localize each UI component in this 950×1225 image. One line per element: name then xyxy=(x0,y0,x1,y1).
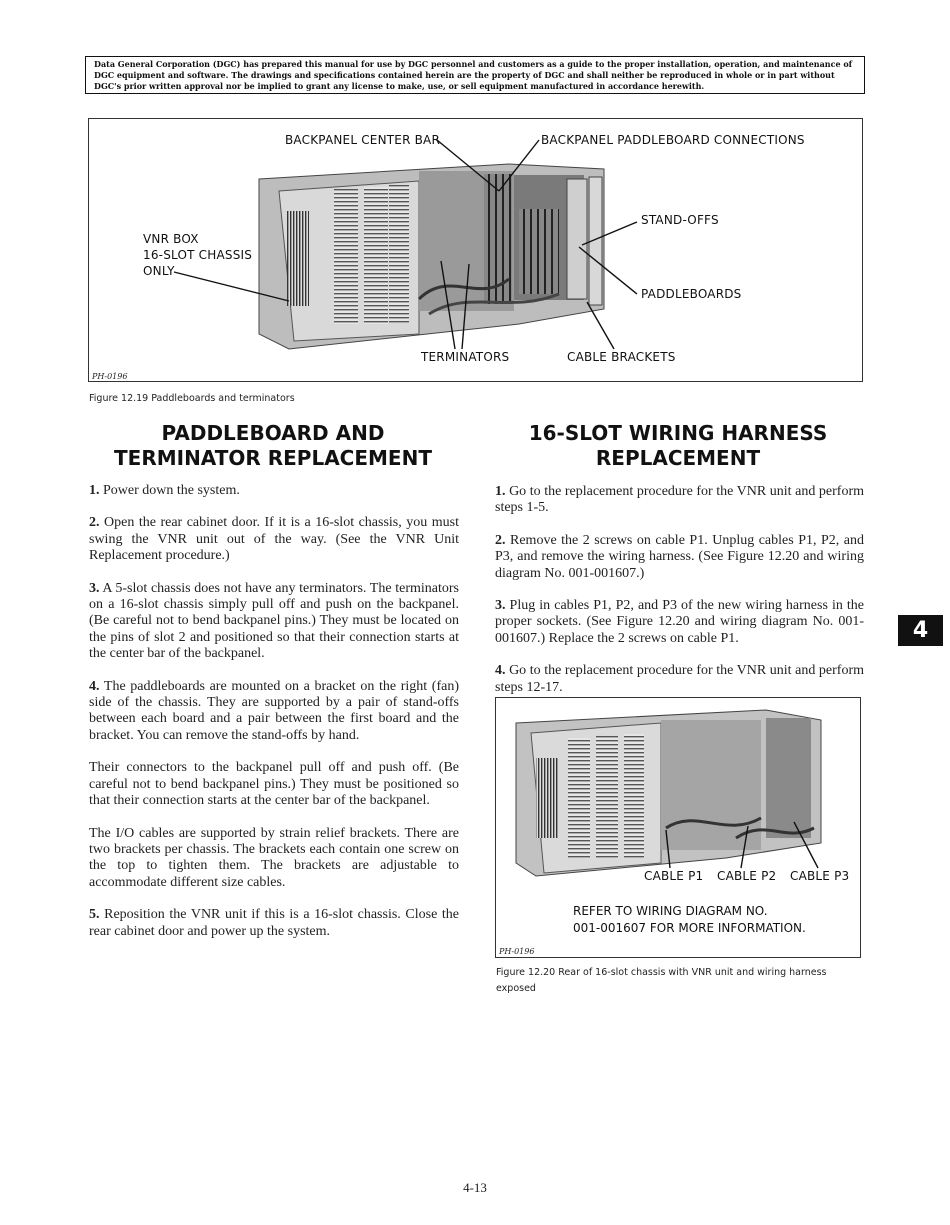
left-step-3 xyxy=(89,581,459,663)
figure-12-20-caption xyxy=(496,965,862,997)
label-terminators: TERMINATORS xyxy=(421,350,510,364)
step-number: 2. xyxy=(495,532,506,548)
step-text: Plug in cables P1, P2, and P3 of the new wiring harness in the proper sockets. (See Figure 12.20 and wiring diagram No. 001-001607.) Replace the 2 screws on cable P1. xyxy=(495,598,864,646)
label-cable-brackets: CABLE BRACKETS xyxy=(567,350,676,364)
step-number: 4. xyxy=(89,678,100,694)
step-number: 2. xyxy=(89,515,100,531)
label-backpanel-center-bar: BACKPANEL CENTER BAR xyxy=(285,133,440,147)
left-heading-line2: TERMINATOR REPLACEMENT xyxy=(114,446,432,470)
figure-id: PH-0196 xyxy=(92,372,128,381)
right-heading-line2: REPLACEMENT xyxy=(595,446,761,470)
step-text: Reposition the VNR unit if this is a 16-slot chassis. Close the rear cabinet door and power up the system. xyxy=(89,907,459,939)
step-number: 1. xyxy=(495,484,506,499)
left-column xyxy=(89,483,459,956)
step-text: Go to the replacement procedure for the VNR unit and perform steps 1-5. xyxy=(495,484,864,516)
chapter-tab: 4 xyxy=(898,615,943,646)
right-heading-line1: 16-SLOT WIRING HARNESS xyxy=(528,421,828,445)
caption-line2: exposed xyxy=(496,983,536,994)
label-backpanel-paddleboard-connections: BACKPANEL PADDLEBOARD CONNECTIONS xyxy=(541,133,805,147)
left-step-4 xyxy=(89,679,459,745)
right-step-1 xyxy=(495,484,864,517)
label-cable-p3: CABLE P3 xyxy=(790,869,850,883)
label-vnr-box: VNR BOX xyxy=(143,232,199,246)
label-stand-offs: STAND-OFFS xyxy=(641,213,719,227)
figure-id: PH-0196 xyxy=(499,947,535,956)
left-step-1 xyxy=(89,483,459,499)
right-step-2 xyxy=(495,533,864,582)
left-heading-line1: PADDLEBOARD AND xyxy=(161,421,385,445)
para-cables: The I/O cables are supported by strain relief brackets. There are two brackets per chassis. The brackets each contain one screw on the top to tighten them. The brackets are adjustable to accommodate different size cables. xyxy=(89,825,459,890)
para-connectors: Their connectors to the backpanel pull off and push off. (Be careful not to bend backpanel pins.) They must be positioned so that their connection starts at the center bar of the backpanel. xyxy=(89,760,459,809)
right-step-3 xyxy=(495,598,864,647)
step-number: 4. xyxy=(495,663,506,679)
figure-12-19 xyxy=(88,118,863,382)
step-text: A 5-slot chassis does not have any terminators. The terminators on a 16-slot chassis simply pull off and push on the backpanel. (Be careful not to bend backpanel pins.) They must be located on the pins of slot 2 and positioned so that their connection starts at the center bar of the backpanel. xyxy=(89,580,459,662)
left-step-2 xyxy=(89,515,459,564)
wiring-diagram-note xyxy=(573,903,806,937)
label-only: ONLY xyxy=(143,264,175,278)
step-text: Go to the replacement procedure for the VNR unit and perform steps 12-17. xyxy=(495,663,864,695)
label-cable-p2: CABLE P2 xyxy=(717,869,777,883)
page-number: 4-13 xyxy=(463,1180,487,1195)
label-paddleboards: PADDLEBOARDS xyxy=(641,287,742,301)
note-line2: 001-001607 FOR MORE INFORMATION. xyxy=(573,921,806,935)
figure-12-19-caption: Figure 12.19 Paddleboards and terminators xyxy=(89,393,295,404)
caption-line1: Figure 12.20 Rear of 16-slot chassis with VNR unit and wiring harness xyxy=(496,967,827,978)
figure-12-20 xyxy=(495,697,861,958)
step-text: Remove the 2 screws on cable P1. Unplug cables P1, P2, and P3, and remove the wiring harness. (See Figure 12.20 and wiring diagram No. 001-001607.) xyxy=(495,532,864,581)
left-heading xyxy=(85,421,461,471)
step-text: Power down the system. xyxy=(99,483,240,498)
step-number: 5. xyxy=(89,907,100,923)
label-16-slot-chassis: 16-SLOT CHASSIS xyxy=(143,248,253,262)
legal-notice: Data General Corporation (DGC) has prepared this manual for use by DGC personnel and customers as a guide to the proper installation, operation, and maintenance of DGC equipment and software. The drawings and specifications contained herein are the property of DGC and shall neither be reproduced in whole or in part without DGC's prior written approval nor be implied to grant any license to make, use, or sell equipment manufactured in accordance herewith. xyxy=(85,56,865,94)
label-cable-p1: CABLE P1 xyxy=(644,869,704,883)
right-heading xyxy=(492,421,864,471)
step-number: 1. xyxy=(89,483,100,498)
note-line1: REFER TO WIRING DIAGRAM NO. xyxy=(573,904,768,918)
step-text: Open the rear cabinet door. If it is a 16-slot chassis, you must swing the VNR unit out of the way. (See the VNR Unit Replacement procedure.) xyxy=(89,515,459,564)
step-text: The paddleboards are mounted on a bracket on the right (fan) side of the chassis. They are supported by a pair of stand-offs between each board and a pair between the first board and the bracket. You can remove the stand-offs by hand. xyxy=(89,678,459,743)
step-number: 3. xyxy=(495,598,506,614)
step-number: 3. xyxy=(89,580,100,596)
right-step-4 xyxy=(495,663,864,696)
left-step-5 xyxy=(89,907,459,940)
right-column xyxy=(495,484,864,712)
